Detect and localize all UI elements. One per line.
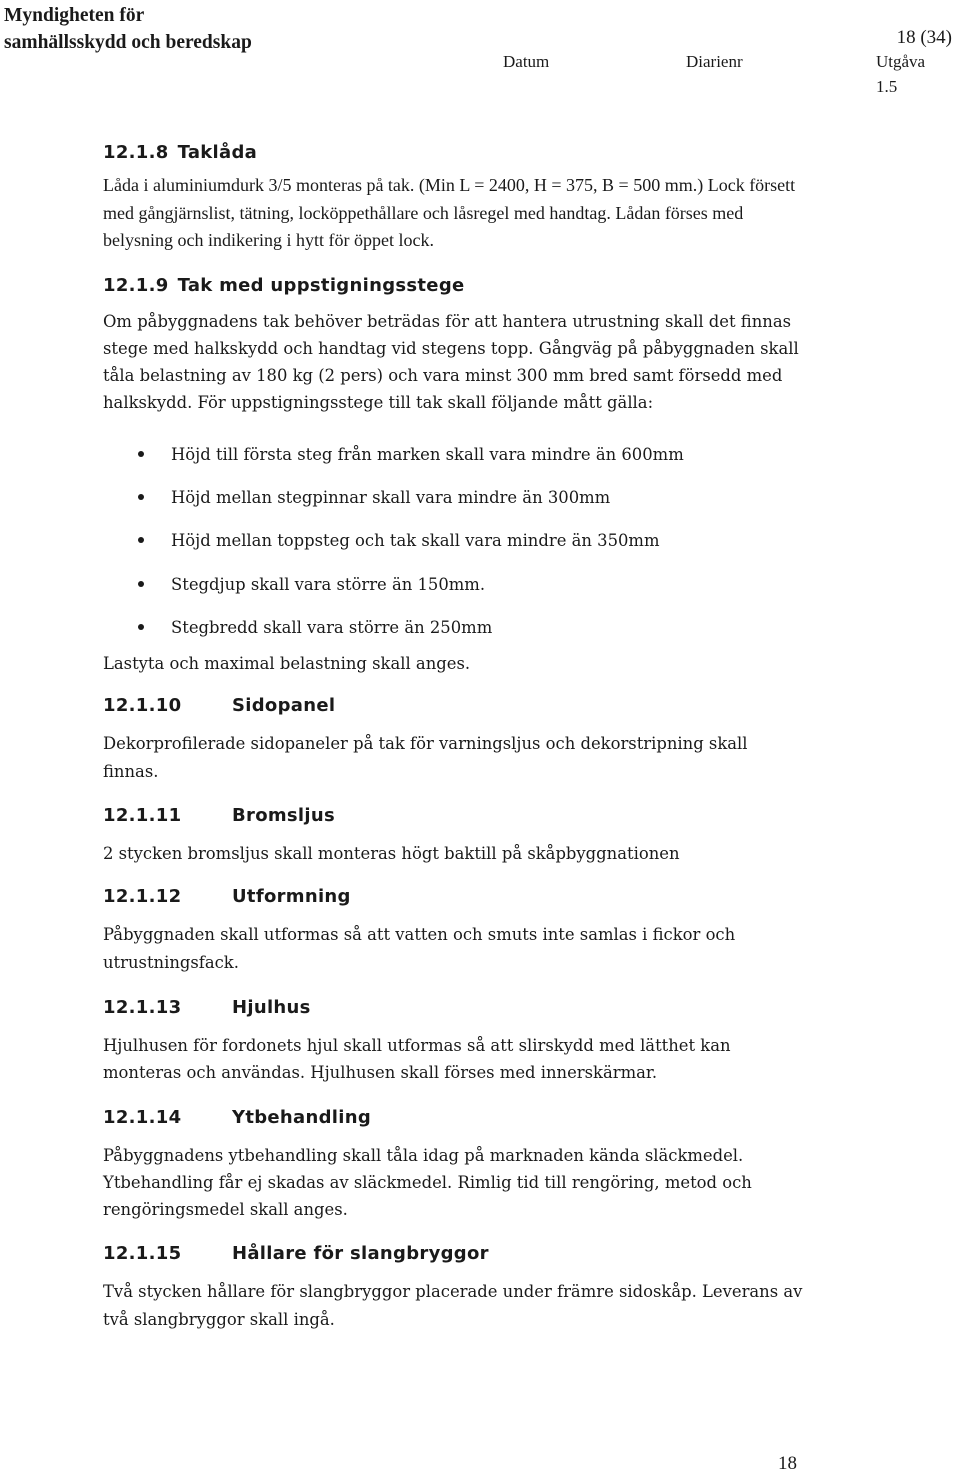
section-heading <box>103 274 803 298</box>
section-ytbehandling <box>103 1106 803 1224</box>
section-hallare-for-slangbryggor <box>103 1242 803 1333</box>
org-name-line1: Myndigheten för <box>4 5 145 26</box>
section-number: 12.1.8 <box>103 142 169 163</box>
section-title: Tak med uppstigningsstege <box>177 274 465 296</box>
page-indicator: 18 (34) <box>896 27 952 48</box>
section-heading <box>103 694 803 718</box>
list-item: Stegdjup skall vara större än 150mm. <box>103 563 803 606</box>
section-number: 12.1.11 <box>103 805 182 827</box>
section-title: Bromsljus <box>232 805 336 827</box>
section-number: 12.1.13 <box>103 996 182 1018</box>
list-item: Höjd till första steg från marken skall vara mindre än 600mm <box>103 433 803 476</box>
list-item: Höjd mellan toppsteg och tak skall vara mindre än 350mm <box>103 519 803 562</box>
bullet-icon <box>138 581 144 587</box>
section-heading <box>103 996 803 1020</box>
section-heading <box>103 141 803 165</box>
section-text: Påbyggnaden skall utformas så att vatten och smuts inte samlas i fickor och utrustningsfack. <box>103 925 736 972</box>
section-heading <box>103 1106 803 1130</box>
section-title: Hållare för slangbryggor <box>232 1243 489 1265</box>
section-title: Ytbehandling <box>232 1106 372 1128</box>
section-number: 12.1.14 <box>103 1106 182 1128</box>
section-text: Påbyggnadens ytbehandling skall tåla idag på marknaden kända släckmedel. Ytbehandling får ej skadas av släckmedel. Rimlig tid till rengöring, metod och rengöringsmedel skall anges. <box>103 1145 752 1220</box>
header-version-value: 1.5 <box>876 77 898 96</box>
section-hjulhus <box>103 996 803 1087</box>
section-heading <box>103 1242 803 1266</box>
section-text: Om påbyggnadens tak behöver beträdas för att hantera utrustning skall det finnas stege med halkskydd och handtag vid stegens topp. Gångväg på påbyggnaden skall tåla belastning av 180 kg (2 pers) och vara minst 300 mm bred samt försedd med halkskydd. För uppstigningsstege till tak skall följande mått gälla: <box>103 311 799 413</box>
section-title: Taklåda <box>177 142 258 163</box>
section-number: 12.1.15 <box>103 1243 182 1265</box>
requirements-list <box>103 433 803 649</box>
list-item: Stegbredd skall vara större än 250mm <box>103 606 803 649</box>
header-utgava-label: Utgåva <box>876 52 926 71</box>
section-text: 2 stycken bromsljus skall monteras högt baktill på skåpbyggnationen <box>103 844 680 864</box>
footer-page-number: 18 <box>778 1453 797 1474</box>
section-heading <box>103 804 803 828</box>
section-number: 12.1.12 <box>103 886 182 908</box>
bullet-icon <box>138 494 144 500</box>
section-text: Dekorprofilerade sidopaneler på tak för varningsljus och dekorstripning skall finnas. <box>103 734 748 781</box>
organization-name <box>4 2 252 56</box>
section-number: 12.1.10 <box>103 695 182 717</box>
section-takláda <box>103 141 803 255</box>
section-number: 12.1.9 <box>103 274 169 296</box>
bullet-icon <box>138 537 144 543</box>
section-bromsljus <box>103 804 803 867</box>
section-title: Hjulhus <box>232 996 311 1018</box>
section-heading <box>103 885 803 909</box>
section-text: Hjulhusen för fordonets hjul skall utformas så att slirskydd med lätthet kan monteras och användas. Hjulhusen skall förses med innerskärmar. <box>103 1035 731 1083</box>
section-sidopanel <box>103 694 803 785</box>
section-title: Sidopanel <box>232 695 336 717</box>
org-name-line2: samhällsskydd och beredskap <box>4 32 252 53</box>
document-body <box>103 141 803 1333</box>
bullet-icon <box>138 624 144 630</box>
header-diarienr-label: Diarienr <box>686 52 743 71</box>
list-item: Höjd mellan stegpinnar skall vara mindre än 300mm <box>103 476 803 519</box>
section-text: Två stycken hållare för slangbryggor placerade under främre sidoskåp. Leverans av två slangbryggor skall ingå. <box>103 1282 803 1329</box>
section-note: Lastyta och maximal belastning skall anges. <box>103 654 471 674</box>
section-tak-med-uppstigningsstege <box>103 274 803 678</box>
section-text: Låda i aluminiumdurk 3/5 monteras på tak. (Min L = 2400, H = 375, B = 500 mm.) Lock försett med gångjärnslist, tätning, locköppethållare och låsregel med handtag. Lådan förses med belysning och indikering i hytt för öppet lock. <box>103 175 796 250</box>
section-utformning <box>103 885 803 976</box>
bullet-icon <box>138 451 144 457</box>
header-datum-label: Datum <box>503 52 550 71</box>
section-title: Utformning <box>232 886 351 908</box>
